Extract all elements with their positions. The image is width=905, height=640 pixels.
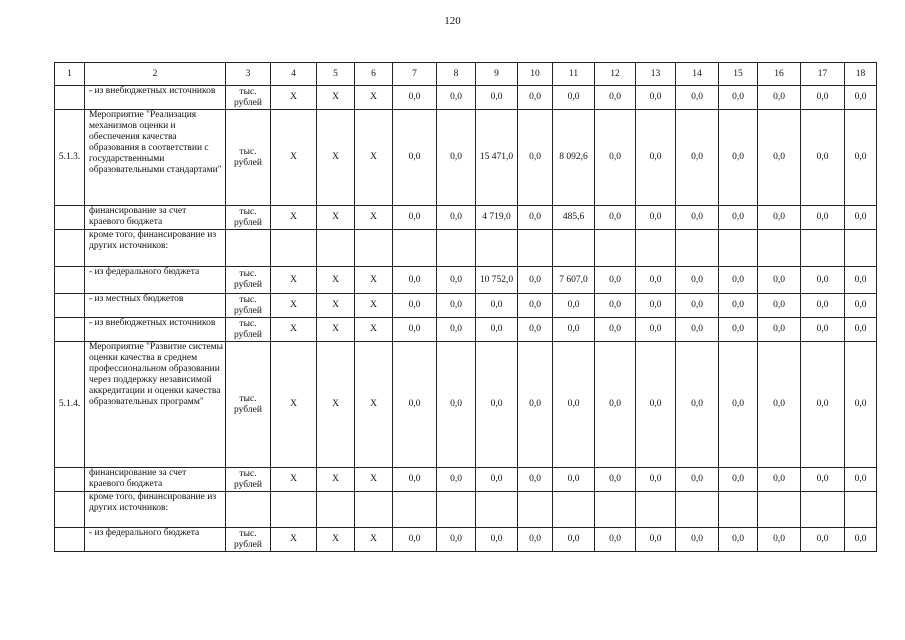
value-cell: 0,0 [636,468,676,492]
column-header: 11 [553,63,595,86]
value-cell: 0,0 [758,342,801,468]
item-number-cell [55,492,85,528]
value-cell: 0,0 [845,86,877,110]
value-cell [636,230,676,267]
value-cell: 0,0 [595,528,636,552]
value-cell: 0,0 [636,528,676,552]
value-cell [317,230,355,267]
value-cell: 0,0 [636,342,676,468]
unit-cell [226,492,271,528]
value-cell: 0,0 [845,294,877,318]
unit-cell: тыс. рублей [226,267,271,294]
value-cell: 0,0 [845,110,877,206]
value-cell: 7 607,0 [553,267,595,294]
value-cell [845,230,877,267]
item-number-cell [55,86,85,110]
value-cell: 0,0 [719,110,758,206]
unit-cell: тыс. рублей [226,206,271,230]
value-cell: 0,0 [676,318,719,342]
budget-table [54,62,877,552]
item-name-cell: - из федерального бюджета [85,267,226,294]
value-cell: X [355,528,393,552]
value-cell: 0,0 [801,110,845,206]
value-cell: X [271,267,317,294]
table-row [55,468,877,492]
value-cell: 10 752,0 [476,267,518,294]
value-cell: 0,0 [437,267,476,294]
table-row [55,110,877,206]
unit-cell: тыс. рублей [226,342,271,468]
value-cell: 0,0 [595,206,636,230]
item-name-cell: Мероприятие "Развитие системы оценки качества в среднем профессиональном образовании через поддержку независимой аккредитации и оценки качества образовательных программ" [85,342,226,468]
column-header: 9 [476,63,518,86]
value-cell: 0,0 [393,267,437,294]
value-cell [719,230,758,267]
value-cell: 0,0 [636,267,676,294]
table-row [55,294,877,318]
item-number-cell [55,206,85,230]
value-cell: 0,0 [801,468,845,492]
value-cell: 0,0 [518,206,553,230]
column-header: 2 [85,63,226,86]
value-cell: X [317,342,355,468]
value-cell: X [355,86,393,110]
item-name-cell: - из местных бюджетов [85,294,226,318]
value-cell [595,492,636,528]
column-header: 6 [355,63,393,86]
value-cell: 0,0 [437,86,476,110]
value-cell: 0,0 [393,528,437,552]
value-cell: 0,0 [676,206,719,230]
note-row [55,230,877,267]
value-cell: X [355,468,393,492]
value-cell: 0,0 [719,318,758,342]
unit-cell: тыс. рублей [226,110,271,206]
value-cell: 0,0 [518,110,553,206]
value-cell [719,492,758,528]
unit-cell: тыс. рублей [226,528,271,552]
value-cell: 0,0 [758,206,801,230]
value-cell: 0,0 [595,468,636,492]
unit-cell: тыс. рублей [226,86,271,110]
value-cell: 0,0 [595,294,636,318]
value-cell: X [317,528,355,552]
value-cell: 0,0 [801,294,845,318]
note-row [55,492,877,528]
value-cell: 0,0 [437,110,476,206]
column-header: 1 [55,63,85,86]
value-cell: X [317,110,355,206]
value-cell: 8 092,6 [553,110,595,206]
value-cell: 0,0 [393,206,437,230]
value-cell [393,230,437,267]
value-cell: 0,0 [719,206,758,230]
value-cell: X [317,267,355,294]
item-name-cell: - из федерального бюджета [85,528,226,552]
value-cell [437,492,476,528]
value-cell: X [355,206,393,230]
value-cell: 0,0 [595,342,636,468]
column-header: 17 [801,63,845,86]
value-cell [595,230,636,267]
value-cell: 0,0 [758,267,801,294]
unit-cell: тыс. рублей [226,294,271,318]
value-cell: 0,0 [476,528,518,552]
value-cell: 0,0 [676,528,719,552]
value-cell: 0,0 [393,342,437,468]
value-cell [476,230,518,267]
value-cell: 0,0 [393,468,437,492]
column-header: 10 [518,63,553,86]
value-cell: 0,0 [393,318,437,342]
value-cell [676,230,719,267]
value-cell [845,492,877,528]
value-cell: X [355,318,393,342]
value-cell: 0,0 [595,267,636,294]
value-cell: 0,0 [393,294,437,318]
value-cell [518,230,553,267]
value-cell: 0,0 [758,110,801,206]
item-number-cell [55,294,85,318]
value-cell: 0,0 [476,468,518,492]
value-cell [518,492,553,528]
value-cell: 0,0 [476,318,518,342]
value-cell: X [271,318,317,342]
value-cell: 0,0 [437,468,476,492]
value-cell: X [317,86,355,110]
value-cell: 0,0 [437,206,476,230]
value-cell: 0,0 [801,342,845,468]
value-cell: 0,0 [518,528,553,552]
value-cell: 0,0 [393,86,437,110]
value-cell: 0,0 [845,342,877,468]
value-cell: 0,0 [676,342,719,468]
item-name-cell: финансирование за счет краевого бюджета [85,206,226,230]
unit-cell: тыс. рублей [226,318,271,342]
column-header: 4 [271,63,317,86]
value-cell [758,492,801,528]
item-number-cell: 5.1.4. [55,342,85,468]
value-cell: X [317,318,355,342]
page-number: 120 [444,15,461,27]
table-row [55,86,877,110]
value-cell [476,492,518,528]
item-number-cell: 5.1.3. [55,110,85,206]
value-cell: 0,0 [636,318,676,342]
value-cell: 0,0 [393,110,437,206]
value-cell: 0,0 [801,318,845,342]
value-cell: 0,0 [801,86,845,110]
value-cell: 0,0 [476,342,518,468]
value-cell: X [355,110,393,206]
value-cell: 4 719,0 [476,206,518,230]
column-header: 18 [845,63,877,86]
value-cell [271,230,317,267]
item-name-cell: кроме того, финансирование из других источников: [85,230,226,267]
value-cell: 0,0 [553,294,595,318]
value-cell: 0,0 [595,318,636,342]
value-cell: X [355,294,393,318]
value-cell [437,230,476,267]
column-header: 14 [676,63,719,86]
item-number-cell [55,468,85,492]
value-cell [676,492,719,528]
value-cell: X [271,294,317,318]
value-cell: 0,0 [518,342,553,468]
column-header: 7 [393,63,437,86]
value-cell: 0,0 [676,86,719,110]
column-header: 12 [595,63,636,86]
value-cell: 0,0 [719,468,758,492]
value-cell: X [271,206,317,230]
column-header: 15 [719,63,758,86]
value-cell [553,492,595,528]
value-cell: 0,0 [676,468,719,492]
column-header: 13 [636,63,676,86]
value-cell [758,230,801,267]
value-cell: 0,0 [676,110,719,206]
value-cell: X [271,342,317,468]
value-cell [801,492,845,528]
value-cell [393,492,437,528]
value-cell: 0,0 [518,294,553,318]
value-cell: 0,0 [437,528,476,552]
column-header: 8 [437,63,476,86]
item-number-cell [55,318,85,342]
table-row [55,528,877,552]
value-cell: X [355,267,393,294]
value-cell: 0,0 [518,318,553,342]
column-header: 16 [758,63,801,86]
unit-cell [226,230,271,267]
value-cell: 15 471,0 [476,110,518,206]
value-cell: 0,0 [845,528,877,552]
item-name-cell: - из внебюджетных источников [85,318,226,342]
value-cell: 0,0 [758,294,801,318]
table-row [55,267,877,294]
value-cell: X [271,110,317,206]
value-cell: 0,0 [758,86,801,110]
value-cell: 0,0 [801,267,845,294]
value-cell: 0,0 [553,468,595,492]
value-cell: 0,0 [676,294,719,318]
value-cell: 0,0 [437,342,476,468]
item-number-cell [55,528,85,552]
value-cell: 0,0 [845,318,877,342]
value-cell: 0,0 [518,86,553,110]
value-cell [801,230,845,267]
column-header: 5 [317,63,355,86]
value-cell: 0,0 [676,267,719,294]
value-cell: 0,0 [636,206,676,230]
table-row [55,342,877,468]
value-cell: 485,6 [553,206,595,230]
value-cell: 0,0 [553,318,595,342]
value-cell: 0,0 [719,267,758,294]
column-header: 3 [226,63,271,86]
value-cell: 0,0 [845,206,877,230]
value-cell: 0,0 [719,528,758,552]
value-cell [271,492,317,528]
header-row [55,63,877,86]
value-cell: X [271,86,317,110]
value-cell: 0,0 [595,86,636,110]
value-cell: 0,0 [518,468,553,492]
value-cell: 0,0 [595,110,636,206]
value-cell: 0,0 [719,86,758,110]
item-number-cell [55,230,85,267]
value-cell: 0,0 [801,206,845,230]
item-number-cell [55,267,85,294]
value-cell [636,492,676,528]
value-cell: X [271,468,317,492]
value-cell: X [271,528,317,552]
value-cell: 0,0 [801,528,845,552]
value-cell: 0,0 [476,294,518,318]
value-cell [355,492,393,528]
value-cell: 0,0 [845,267,877,294]
unit-cell: тыс. рублей [226,468,271,492]
value-cell: 0,0 [553,528,595,552]
table-row [55,206,877,230]
value-cell: 0,0 [553,86,595,110]
value-cell: 0,0 [758,528,801,552]
value-cell: X [317,468,355,492]
value-cell: X [317,206,355,230]
value-cell: 0,0 [476,86,518,110]
value-cell [317,492,355,528]
value-cell: 0,0 [758,318,801,342]
value-cell: 0,0 [437,318,476,342]
value-cell: X [317,294,355,318]
value-cell: 0,0 [437,294,476,318]
table-row [55,318,877,342]
value-cell: 0,0 [758,468,801,492]
value-cell: 0,0 [636,86,676,110]
item-name-cell: кроме того, финансирование из других источников: [85,492,226,528]
value-cell [355,230,393,267]
value-cell: 0,0 [719,294,758,318]
value-cell [553,230,595,267]
value-cell: X [355,342,393,468]
value-cell: 0,0 [518,267,553,294]
value-cell: 0,0 [845,468,877,492]
item-name-cell: финансирование за счет краевого бюджета [85,468,226,492]
value-cell: 0,0 [636,110,676,206]
item-name-cell: - из внебюджетных источников [85,86,226,110]
item-name-cell: Мероприятие "Реализация механизмов оценки и обеспечения качества образования в соответствии с государственными образовательными стандартами" [85,110,226,206]
value-cell: 0,0 [636,294,676,318]
value-cell: 0,0 [553,342,595,468]
value-cell: 0,0 [719,342,758,468]
